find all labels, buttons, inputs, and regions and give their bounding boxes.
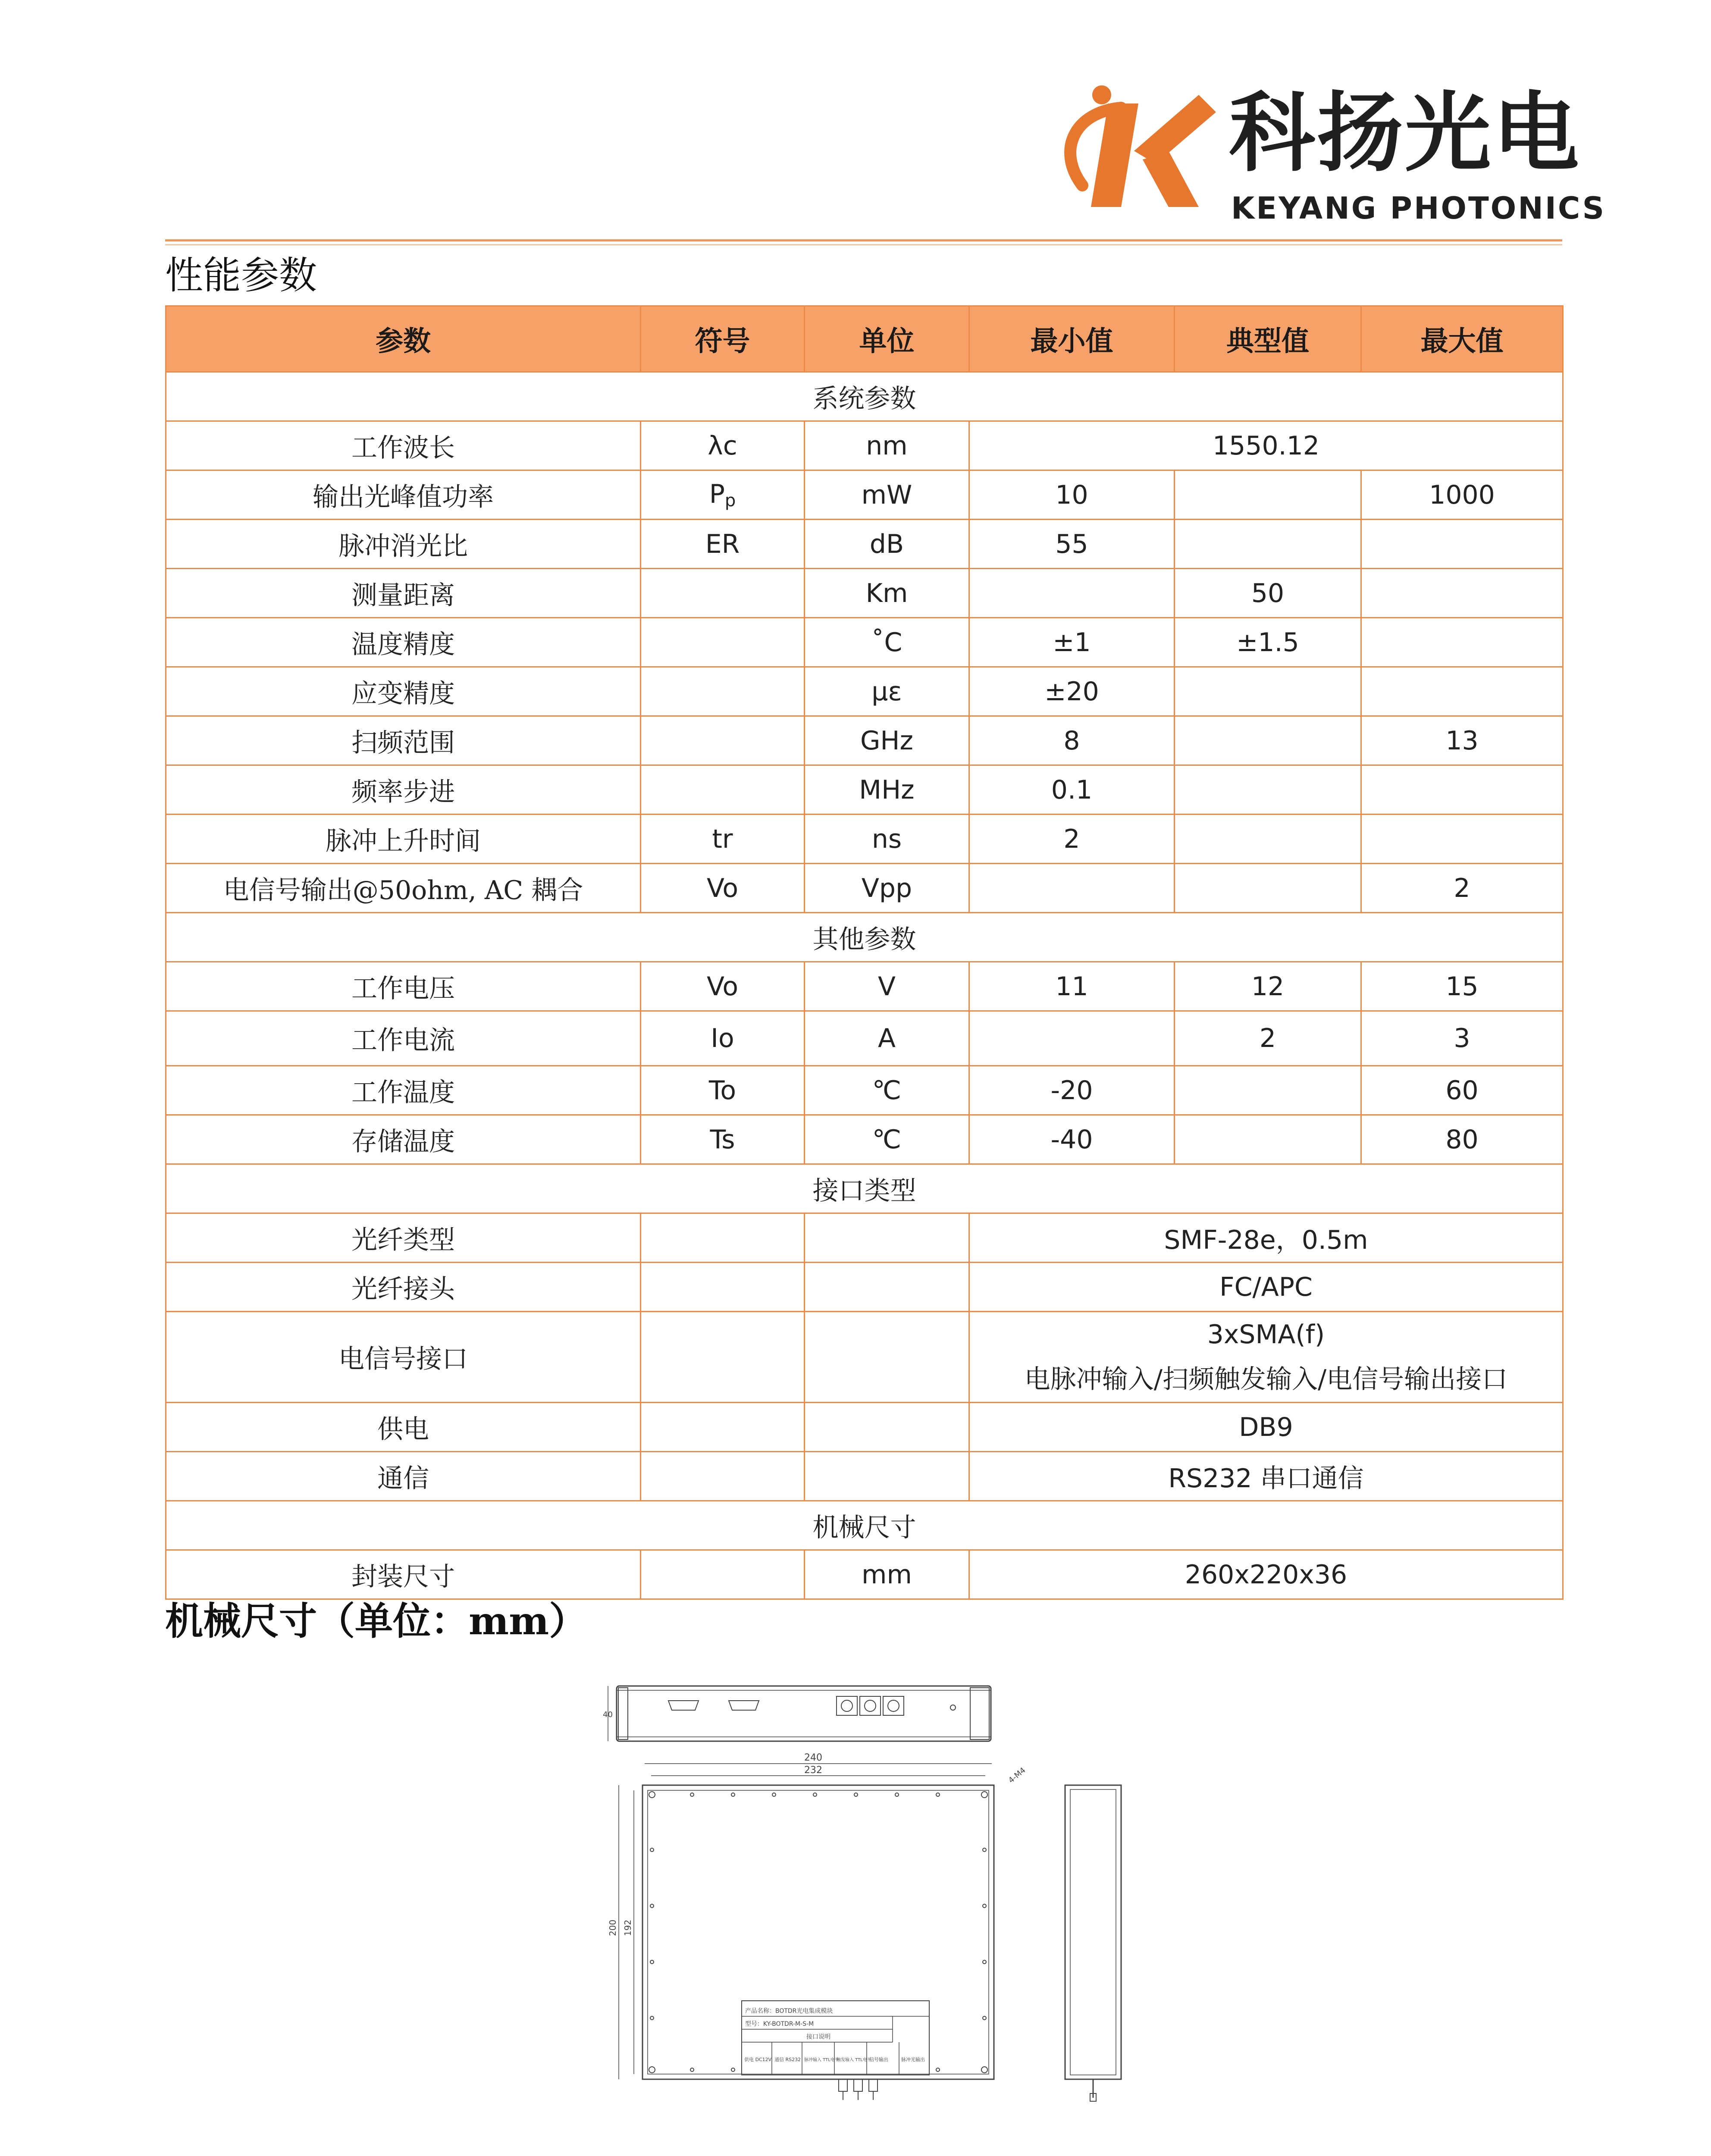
param-cell: 工作温度 — [166, 1066, 641, 1115]
unit-cell: Km — [805, 569, 969, 618]
unit-cell: mm — [805, 1550, 969, 1599]
dim-height-40: 40 — [603, 1710, 613, 1719]
label-cell-power: 供电 DC12V — [744, 2057, 772, 2062]
min-cell: -40 — [969, 1115, 1175, 1164]
typ-cell: ±1.5 — [1175, 618, 1361, 667]
unit-cell: με — [805, 667, 969, 716]
unit-cell — [805, 1312, 969, 1403]
min-cell — [969, 569, 1175, 618]
group-name: 其他参数 — [166, 913, 1563, 962]
dim-height-200: 200 — [608, 1919, 618, 1936]
unit-cell: nm — [805, 421, 969, 470]
col-header-min: 最小值 — [969, 306, 1175, 372]
symbol-cell: Vo — [641, 962, 805, 1011]
col-header-typ: 典型值 — [1175, 306, 1361, 372]
min-cell — [969, 864, 1175, 913]
symbol-cell: To — [641, 1066, 805, 1115]
group-header-row — [166, 1501, 1563, 1550]
table-row — [166, 667, 1563, 716]
min-cell: 2 — [969, 815, 1175, 864]
value-span-cell — [969, 1312, 1563, 1403]
param-cell: 存储温度 — [166, 1115, 641, 1164]
brand-name-cn: 科扬光电 — [1229, 83, 1581, 184]
min-cell: ±1 — [969, 618, 1175, 667]
symbol-cell: Ts — [641, 1115, 805, 1164]
max-cell — [1361, 815, 1563, 864]
table-row — [166, 1452, 1563, 1501]
table-row — [166, 1312, 1563, 1403]
mechanical-drawing — [599, 1682, 1134, 2104]
symbol-cell: ER — [641, 520, 805, 569]
symbol-cell — [641, 765, 805, 815]
max-cell — [1361, 765, 1563, 815]
unit-cell: Vpp — [805, 864, 969, 913]
dim-width-232: 232 — [804, 1765, 822, 1776]
unit-cell: A — [805, 1011, 969, 1066]
header-rule — [165, 239, 1562, 241]
symbol-cell — [641, 1263, 805, 1312]
value-span-cell: 1550.12 — [969, 421, 1563, 470]
symbol-main: P — [709, 479, 725, 509]
interface-connector: 3xSMA(f) — [1207, 1319, 1325, 1350]
typ-cell — [1175, 520, 1361, 569]
col-header-symbol: 符号 — [641, 306, 805, 372]
symbol-cell — [641, 1213, 805, 1263]
symbol-cell — [641, 1550, 805, 1599]
param-cell: 光纤接头 — [166, 1263, 641, 1312]
label-cell-signal-out: 信号输出 — [869, 2057, 888, 2062]
param-cell: 扫频范围 — [166, 716, 641, 765]
col-header-param: 参数 — [166, 306, 641, 372]
symbol-cell — [641, 1452, 805, 1501]
symbol-cell: λc — [641, 421, 805, 470]
param-cell: 电信号接口 — [166, 1312, 641, 1403]
typ-cell: 2 — [1175, 1011, 1361, 1066]
group-header-row — [166, 372, 1563, 421]
table-row — [166, 1550, 1563, 1599]
company-logo — [1056, 78, 1606, 229]
value-span-cell: RS232 串口通信 — [969, 1452, 1563, 1501]
unit-cell: V — [805, 962, 969, 1011]
param-cell: 电信号输出@50ohm, AC 耦合 — [166, 864, 641, 913]
col-header-max: 最大值 — [1361, 306, 1563, 372]
label-cell-trigger-in: 触发输入 TTL电平 — [837, 2058, 871, 2062]
max-cell — [1361, 618, 1563, 667]
unit-cell — [805, 1213, 969, 1263]
table-row — [166, 716, 1563, 765]
max-cell: 80 — [1361, 1115, 1563, 1164]
unit-cell — [805, 1452, 969, 1501]
typ-cell — [1175, 470, 1361, 520]
param-cell: 频率步进 — [166, 765, 641, 815]
value-span-cell: FC/APC — [969, 1263, 1563, 1312]
spec-table — [165, 305, 1564, 1600]
typ-cell — [1175, 1066, 1361, 1115]
max-cell: 60 — [1361, 1066, 1563, 1115]
table-row — [166, 618, 1563, 667]
col-header-unit: 单位 — [805, 306, 969, 372]
table-row — [166, 569, 1563, 618]
symbol-cell — [641, 667, 805, 716]
label-model: 型号：KY-BOTDR-M-S-M — [745, 2021, 814, 2028]
group-name: 机械尺寸 — [166, 1501, 1563, 1550]
performance-title: 性能参数 — [165, 253, 317, 298]
min-cell: 55 — [969, 520, 1175, 569]
label-interface-title: 接口说明 — [806, 2034, 830, 2040]
typ-cell: 12 — [1175, 962, 1361, 1011]
symbol-subscript: p — [724, 491, 736, 511]
table-row — [166, 962, 1563, 1011]
typ-cell — [1175, 1115, 1361, 1164]
value-span-cell: SMF-28e，0.5m — [969, 1213, 1563, 1263]
symbol-cell — [641, 1403, 805, 1452]
front-view — [603, 1686, 991, 1741]
typ-cell — [1175, 864, 1361, 913]
min-cell: 11 — [969, 962, 1175, 1011]
top-view — [642, 1785, 994, 2100]
symbol-cell: Io — [641, 1011, 805, 1066]
unit-cell: MHz — [805, 765, 969, 815]
symbol-cell — [641, 470, 805, 520]
param-cell: 光纤类型 — [166, 1213, 641, 1263]
brand-name-en: KEYANG PHOTONICS — [1231, 191, 1606, 226]
typ-cell: 50 — [1175, 569, 1361, 618]
table-row — [166, 470, 1563, 520]
max-cell: 15 — [1361, 962, 1563, 1011]
max-cell: 1000 — [1361, 470, 1563, 520]
table-row — [166, 520, 1563, 569]
unit-cell — [805, 1403, 969, 1452]
table-row — [166, 421, 1563, 470]
param-cell: 通信 — [166, 1452, 641, 1501]
table-row — [166, 765, 1563, 815]
value-span-cell: 260x220x36 — [969, 1550, 1563, 1599]
group-header-row — [166, 913, 1563, 962]
table-row — [166, 1403, 1563, 1452]
max-cell: 13 — [1361, 716, 1563, 765]
symbol-cell: tr — [641, 815, 805, 864]
param-cell: 温度精度 — [166, 618, 641, 667]
param-cell: 测量距离 — [166, 569, 641, 618]
min-cell — [969, 1011, 1175, 1066]
table-row — [166, 864, 1563, 913]
typ-cell — [1175, 815, 1361, 864]
table-row — [166, 1213, 1563, 1263]
min-cell: ±20 — [969, 667, 1175, 716]
label-product-name: 产品名称：BOTDR光电集成模块 — [745, 2008, 833, 2015]
unit-cell: ˚C — [805, 618, 969, 667]
mechanical-title: 机械尺寸（单位：mm） — [165, 1598, 587, 1643]
dim-height-192: 192 — [623, 1919, 633, 1936]
symbol-cell — [641, 1312, 805, 1403]
param-cell: 封装尺寸 — [166, 1550, 641, 1599]
label-cell-laser-out: 脉冲光输出 — [901, 2057, 925, 2062]
group-header-row — [166, 1164, 1563, 1213]
dim-hole-m4: 4-M4 — [1006, 1765, 1028, 1785]
unit-cell: mW — [805, 470, 969, 520]
max-cell — [1361, 667, 1563, 716]
typ-cell — [1175, 716, 1361, 765]
unit-cell — [805, 1263, 969, 1312]
param-cell: 工作电流 — [166, 1011, 641, 1066]
table-header-row — [166, 306, 1563, 372]
table-row — [166, 1066, 1563, 1115]
table-row — [166, 1263, 1563, 1312]
unit-cell: dB — [805, 520, 969, 569]
symbol-cell: Vo — [641, 864, 805, 913]
side-view — [1065, 1785, 1121, 2101]
param-cell: 工作波长 — [166, 421, 641, 470]
unit-cell: ns — [805, 815, 969, 864]
param-cell: 脉冲上升时间 — [166, 815, 641, 864]
symbol-cell — [641, 716, 805, 765]
max-cell — [1361, 569, 1563, 618]
unit-cell: GHz — [805, 716, 969, 765]
param-cell: 应变精度 — [166, 667, 641, 716]
value-span-cell: DB9 — [969, 1403, 1563, 1452]
mechanical-drawing-svg — [599, 1682, 1134, 2104]
max-cell — [1361, 520, 1563, 569]
param-cell: 输出光峰值功率 — [166, 470, 641, 520]
label-cell-comm: 通信 RS232 — [774, 2057, 801, 2062]
table-row — [166, 1011, 1563, 1066]
table-row — [166, 1115, 1563, 1164]
symbol-cell — [641, 618, 805, 667]
dim-width-240: 240 — [804, 1752, 822, 1763]
keyang-k-logo-icon — [1056, 78, 1220, 229]
min-cell: 0.1 — [969, 765, 1175, 815]
min-cell: 8 — [969, 716, 1175, 765]
min-cell: -20 — [969, 1066, 1175, 1115]
param-cell: 工作电压 — [166, 962, 641, 1011]
symbol-cell — [641, 569, 805, 618]
max-cell: 3 — [1361, 1011, 1563, 1066]
min-cell: 10 — [969, 470, 1175, 520]
header-rule-shadow — [165, 244, 1562, 245]
typ-cell — [1175, 765, 1361, 815]
max-cell: 2 — [1361, 864, 1563, 913]
interface-description: 电脉冲输入/扫频触发输入/电信号输出接口 — [1024, 1364, 1508, 1395]
table-row — [166, 815, 1563, 864]
unit-cell: ℃ — [805, 1066, 969, 1115]
param-cell: 脉冲消光比 — [166, 520, 641, 569]
unit-cell: ℃ — [805, 1115, 969, 1164]
group-name: 系统参数 — [166, 372, 1563, 421]
group-name: 接口类型 — [166, 1164, 1563, 1213]
param-cell: 供电 — [166, 1403, 641, 1452]
label-cell-pulse-in: 脉冲输入 TTL电平 — [804, 2058, 839, 2062]
typ-cell — [1175, 667, 1361, 716]
